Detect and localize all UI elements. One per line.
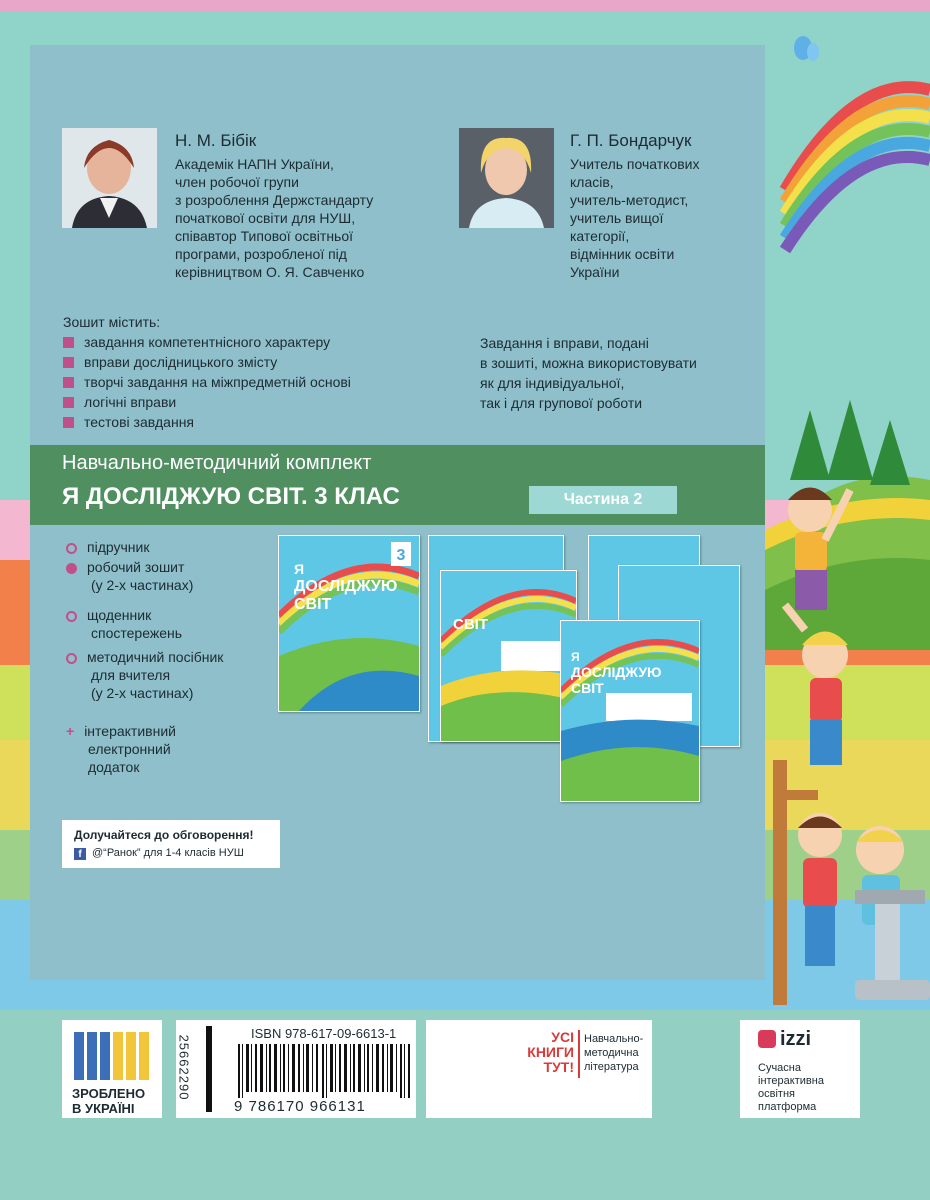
- feature-item: логічні вправи: [63, 392, 176, 412]
- shop-slogan: УСІ КНИГИ ТУТ!: [527, 1029, 574, 1075]
- circle-bullet-icon: [66, 543, 77, 554]
- izzi-play-icon: [758, 1030, 776, 1048]
- svg-text:Я: Я: [571, 650, 580, 664]
- circle-bullet-icon: [66, 611, 77, 622]
- author-photo-bondarchuk: [459, 128, 554, 228]
- bullet-square-icon: [63, 397, 74, 408]
- kit-item-digital: + інтерактивний електронний додаток: [66, 723, 176, 775]
- series-title: Я ДОСЛІДЖУЮ СВІТ. 3 КЛАС: [62, 483, 400, 510]
- feature-item: вправи дослідницького змісту: [63, 352, 277, 372]
- feature-item: творчі завдання на міжпредметній основі: [63, 372, 351, 392]
- isbn-text: ISBN 978-617-09-6613-1: [251, 1026, 397, 1041]
- plus-icon: +: [66, 723, 75, 739]
- barcode-digits: 9 786170 966131: [234, 1098, 366, 1115]
- shop-category: Навчально- методична література: [584, 1033, 644, 1073]
- made-in-ukraine-badge: ЗРОБЛЕНО В УКРАЇНІ: [62, 1020, 162, 1118]
- facebook-icon: f: [74, 848, 86, 860]
- kids-illustration: [765, 30, 930, 1010]
- barcode-box: [176, 1020, 416, 1118]
- cover-badge: 3: [396, 547, 406, 564]
- social-box: [62, 820, 280, 868]
- author-name-bondarchuk: Г. П. Бондарчук: [570, 131, 692, 150]
- kit-item-diary: щоденник спостережень: [66, 606, 182, 642]
- shop-box: [426, 1020, 652, 1118]
- cover-workbook-1: [440, 570, 577, 742]
- social-heading: Долучайтеся до обговорення!: [74, 828, 254, 842]
- author-name-bibik: Н. М. Бібік: [175, 131, 257, 150]
- kit-item-textbook: підручник: [66, 538, 149, 556]
- svg-text:СВІТ: СВІТ: [294, 596, 332, 613]
- social-link[interactable]: @“Ранок” для 1-4 класів НУШ: [92, 847, 244, 859]
- izzi-box: [740, 1020, 860, 1118]
- feature-item: тестові завдання: [63, 412, 194, 432]
- bg-stripe-top: [0, 0, 930, 12]
- kit-label: Навчально-методичний комплект: [62, 452, 372, 474]
- svg-text:СВІТ: СВІТ: [453, 616, 488, 633]
- cover-textbook: [278, 535, 420, 712]
- bullet-square-icon: [63, 357, 74, 368]
- svg-text:ДОСЛІДЖУЮ: ДОСЛІДЖУЮ: [294, 578, 398, 595]
- usage-note: Завдання і вправи, подані в зошиті, можна використовувати як для індивідуальної, так і для групової роботи: [480, 335, 697, 411]
- bullet-square-icon: [63, 337, 74, 348]
- filled-circle-bullet-icon: [66, 563, 77, 574]
- bullet-square-icon: [63, 377, 74, 388]
- kit-item-teacher-guide: методичний посібник для вчителя (у 2-х частинах): [66, 648, 223, 702]
- features-heading: Зошит містить:: [63, 314, 161, 330]
- barcode-icon: [206, 1026, 212, 1112]
- butterfly-icon: [794, 36, 819, 61]
- circle-bullet-icon: [66, 653, 77, 664]
- barcode-bars-icon: [238, 1044, 410, 1098]
- izzi-tagline: Сучасна інтерактивна освітня платформа: [758, 1062, 824, 1113]
- bullet-square-icon: [63, 417, 74, 428]
- author-bio-bondarchuk: Учитель початкових класів, учитель-методист, учитель вищої категорії, відмінник освіти України: [570, 156, 700, 280]
- divider: [578, 1030, 580, 1078]
- ukraine-stripes-icon: [74, 1032, 150, 1080]
- part-badge: Частина 2: [529, 486, 677, 514]
- svg-text:ДОСЛІДЖУЮ: ДОСЛІДЖУЮ: [571, 664, 662, 680]
- kit-item-workbook: робочий зошит (у 2-х частинах): [66, 558, 193, 594]
- author-bio-bibik: Академік НАПН України, член робочої групи з розроблення Держстандарту початкової освіти для НУШ, співавтор Типової освітньої програми, розробленої під керівництвом О. Я. Савченко: [175, 156, 374, 280]
- svg-text:Я: Я: [294, 561, 305, 577]
- cover-workbook-2: [560, 620, 700, 802]
- svg-text:СВІТ: СВІТ: [571, 680, 604, 696]
- author-photo-bibik: [62, 128, 157, 228]
- feature-item: завдання компетентнісного характеру: [63, 332, 330, 352]
- izzi-logo: izzi: [780, 1028, 812, 1050]
- side-code: 25662290: [176, 1034, 192, 1101]
